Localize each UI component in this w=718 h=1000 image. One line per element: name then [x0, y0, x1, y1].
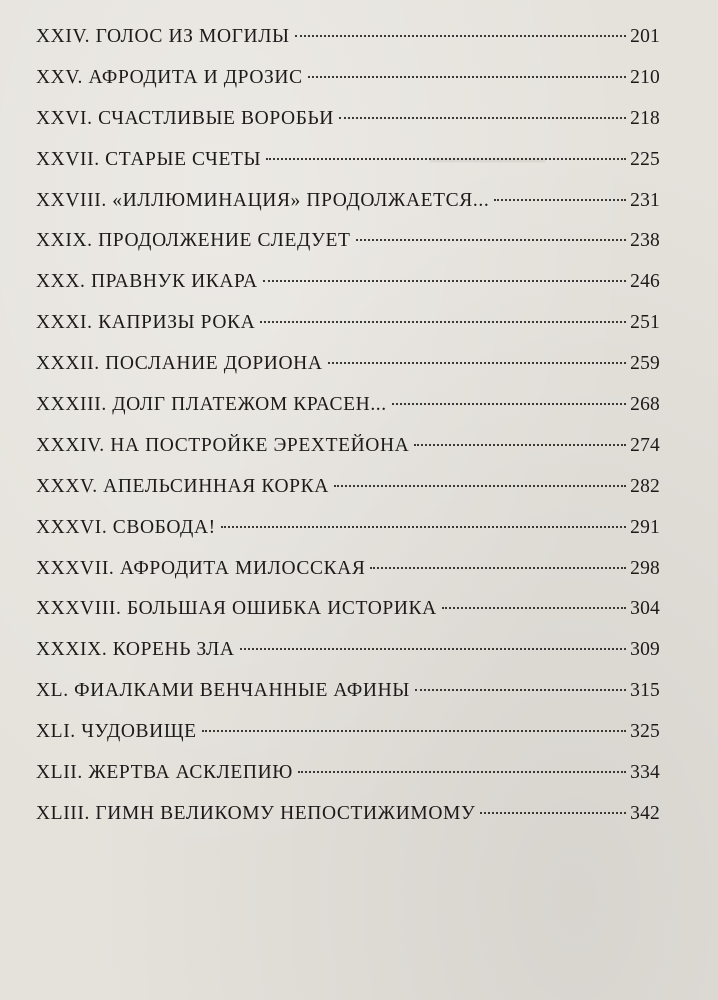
toc-entry-page: 304 [630, 598, 660, 620]
toc-dot-leader [494, 199, 626, 201]
toc-entry [36, 67, 660, 108]
toc-entry [36, 230, 660, 271]
toc-entry-page: 246 [630, 271, 660, 293]
toc-entry-title: XXXI. КАПРИЗЫ РОКА [36, 312, 256, 334]
toc-dot-leader [221, 526, 626, 528]
bleed-through-text: ▁▁▁▁▁ [430, 129, 546, 162]
toc-dot-leader [260, 321, 626, 323]
toc-dot-leader [240, 648, 627, 650]
toc-entry-title: XXXIX. КОРЕНЬ ЗЛА [36, 639, 235, 661]
toc-entry [36, 803, 660, 844]
toc-dot-leader [308, 76, 626, 78]
toc-entry-page: 309 [630, 639, 660, 661]
toc-entry [36, 598, 660, 639]
toc-entry-title: XXXVII. АФРОДИТА МИЛОССКАЯ [36, 557, 366, 579]
toc-entry [36, 394, 660, 435]
toc-entry-page: 291 [630, 516, 660, 538]
toc-entry [36, 435, 660, 476]
toc-dot-leader [334, 485, 626, 487]
toc-entry-title: XXIV. ГОЛОС ИЗ МОГИЛЫ [36, 26, 290, 47]
toc-entry [36, 639, 660, 680]
toc-entry-page: 342 [630, 802, 660, 824]
toc-entry [36, 762, 660, 803]
toc-entry-title: XLIII. ГИМН ВЕЛИКОМУ НЕПОСТИЖИМОМУ [36, 802, 476, 824]
toc-entry-title: XLI. ЧУДОВИЩЕ [36, 721, 197, 743]
toc-dot-leader [202, 730, 627, 732]
toc-entry-title: XLII. ЖЕРТВА АСКЛЕПИЮ [36, 762, 293, 784]
toc-entry [36, 149, 660, 190]
toc-dot-leader [339, 117, 626, 119]
toc-entry [36, 26, 660, 67]
toc-entry-page: 298 [630, 557, 660, 579]
toc-entry-page: 238 [630, 230, 660, 252]
toc-dot-leader [370, 567, 626, 569]
toc-entry [36, 190, 660, 231]
toc-dot-leader [263, 280, 626, 282]
toc-entry-title: XXXVI. СВОБОДА! [36, 516, 216, 538]
toc-dot-leader [266, 158, 626, 160]
toc-dot-leader [295, 35, 627, 37]
toc-entry-page: 325 [630, 721, 660, 743]
toc-dot-leader [415, 689, 626, 691]
toc-entry-page: 282 [630, 475, 660, 497]
toc-entry-title: XXVIII. «ИЛЛЮМИНАЦИЯ» ПРОДОЛЖАЕТСЯ... [36, 189, 490, 211]
toc-entry-title: XXXIII. ДОЛГ ПЛАТЕЖОМ КРАСЕН... [36, 394, 387, 416]
toc-entry-page: 268 [630, 394, 660, 416]
toc-dot-leader [480, 812, 626, 814]
toc-entry-page: 315 [630, 680, 660, 702]
toc-entry-title: XXV. АФРОДИТА И ДРОЗИС [36, 66, 303, 88]
table-of-contents [36, 26, 660, 844]
toc-entry-page: 225 [630, 148, 660, 170]
toc-entry-title: XXIX. ПРОДОЛЖЕНИЕ СЛЕДУЕТ [36, 230, 351, 252]
toc-entry-title: XXXVIII. БОЛЬШАЯ ОШИБКА ИСТОРИКА [36, 598, 437, 620]
toc-entry-page: 210 [630, 66, 660, 88]
toc-entry-page: 201 [630, 26, 660, 47]
toc-dot-leader [442, 607, 626, 609]
toc-entry [36, 517, 660, 558]
toc-dot-leader [328, 362, 627, 364]
toc-entry [36, 476, 660, 517]
toc-entry-title: XXVII. СТАРЫЕ СЧЕТЫ [36, 148, 262, 170]
toc-entry [36, 271, 660, 312]
toc-entry-page: 334 [630, 762, 660, 784]
toc-entry-page: 231 [630, 189, 660, 211]
toc-entry-page: 259 [630, 353, 660, 375]
toc-entry-title: XXVI. СЧАСТЛИВЫЕ ВОРОБЬИ [36, 107, 334, 129]
toc-entry-title: XL. ФИАЛКАМИ ВЕНЧАННЫЕ АФИНЫ [36, 680, 410, 702]
toc-entry [36, 312, 660, 353]
toc-entry-page: 274 [630, 434, 660, 456]
toc-dot-leader [356, 239, 627, 241]
toc-entry [36, 353, 660, 394]
toc-entry [36, 721, 660, 762]
toc-entry [36, 558, 660, 599]
toc-entry-title: XXXV. АПЕЛЬСИННАЯ КОРКА [36, 475, 329, 497]
toc-dot-leader [298, 771, 626, 773]
toc-entry-title: XXX. ПРАВНУК ИКАРА [36, 271, 258, 293]
toc-entry-title: XXXIV. НА ПОСТРОЙКЕ ЭРЕХТЕЙОНА [36, 434, 410, 456]
toc-entry [36, 680, 660, 721]
toc-entry [36, 108, 660, 149]
toc-entry-title: XXXII. ПОСЛАНИЕ ДОРИОНА [36, 353, 323, 375]
toc-dot-leader [414, 444, 626, 446]
toc-entry-page: 218 [630, 107, 660, 129]
toc-dot-leader [392, 403, 626, 405]
toc-entry-page: 251 [630, 312, 660, 334]
